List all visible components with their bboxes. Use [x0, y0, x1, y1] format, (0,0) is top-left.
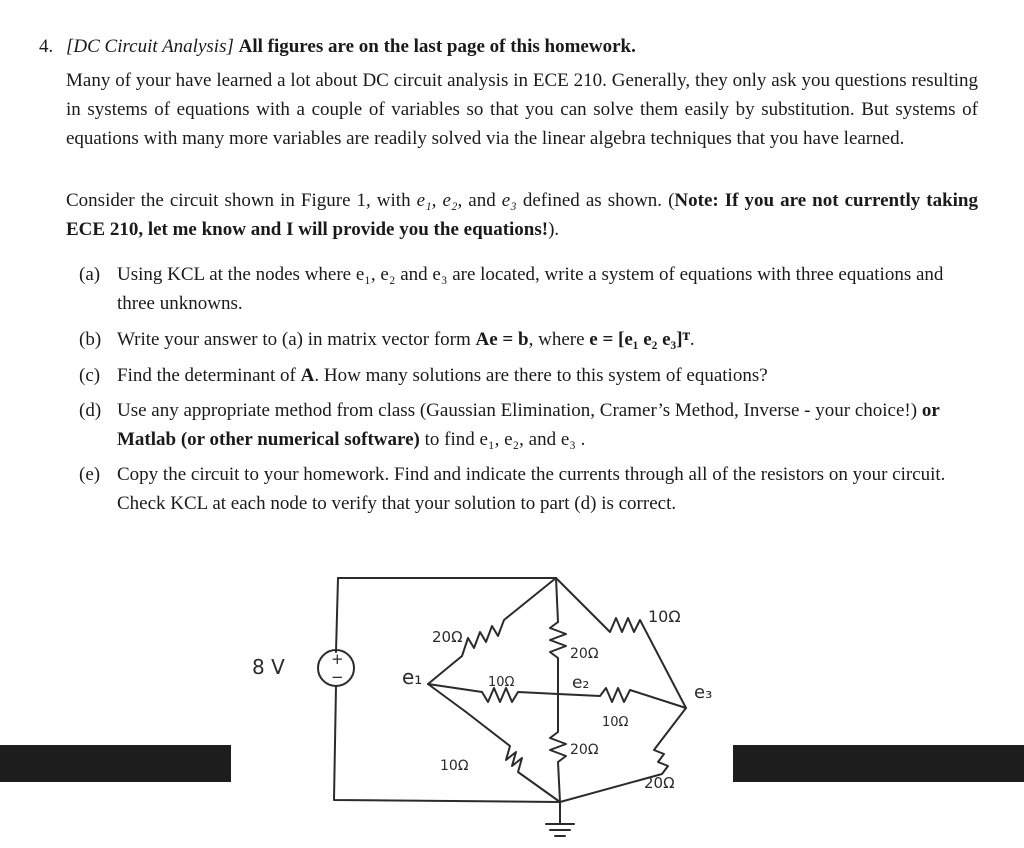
p2-var-e3: e₃: [501, 190, 517, 211]
part-e-label: (e): [79, 464, 101, 485]
part-b-vector: e = [e₁ e₂ e₃]ᵀ: [589, 329, 690, 350]
part-c-matrix: A: [300, 365, 315, 386]
circuit-figure: [230, 562, 750, 848]
part-e-text: Copy the circuit to your homework. Find and indicate the currents through all of the resistors on your circuit. Check KCL at each node to verify that your solution to part (d) is correct.: [117, 464, 946, 514]
question-heading: [66, 36, 636, 58]
part-b-text: [117, 325, 977, 354]
label-r-e3-gnd: 20Ω: [644, 774, 675, 792]
part-d-pre: Use any appropriate method from class (Gaussian Elimination, Cramer’s Method, Inverse - your choice!): [117, 400, 918, 421]
resistor-e1-gnd: [466, 712, 560, 802]
resistor-e1-top: [462, 578, 556, 656]
p2-and: and: [468, 190, 496, 211]
resistor-top-e2: [550, 622, 566, 694]
p2-var-e2: e₂,: [442, 190, 463, 211]
black-bar-right: [733, 745, 1024, 782]
part-b-pre: Write your answer to (a) in matrix vector form: [117, 329, 471, 350]
resistor-e2-gnd: [550, 694, 566, 802]
p2-mid: defined as shown. (: [522, 190, 675, 211]
question-number: 4.: [39, 36, 54, 57]
question-topic: [DC Circuit Analysis]: [66, 36, 234, 57]
question-heading-bold: All figures are on the last page of this homework.: [238, 36, 636, 57]
label-r-top-e3: 10Ω: [648, 607, 681, 626]
circuit-paragraph: [66, 186, 978, 244]
wire-center-upper: [556, 578, 558, 622]
wire-left-upper: [336, 578, 338, 652]
wire-e1-top: [428, 656, 462, 684]
label-r-top-e2: 20Ω: [570, 646, 599, 662]
label-r-e2-gnd: 20Ω: [570, 742, 599, 758]
part-c-label: (c): [79, 365, 101, 386]
part-c-post: . How many solutions are there to this system of equations?: [314, 365, 768, 386]
source-plus: +: [331, 650, 344, 668]
wire-left-lower: [334, 686, 560, 802]
p2-lead: Consider the circuit shown in Figure 1, with: [66, 190, 411, 211]
intro-paragraph: Many of your have learned a lot about DC circuit analysis in ECE 210. Generally, they only ask you questions resulting in systems of equations with a couple of variables so that you can solve them easily by substitution. But systems of equations with many more variables are readily solved via the linear algebra techniques that you have learned.: [66, 70, 978, 149]
p2-end: ).: [548, 219, 560, 240]
label-r-e1-e2: 10Ω: [488, 675, 515, 690]
part-a-text: Using KCL at the nodes where e₁, e₂ and e₃ are located, write a system of equations with three equations and three unknowns.: [117, 264, 944, 314]
black-bar-left: [0, 745, 231, 782]
part-b-label: (b): [79, 329, 102, 350]
part-b-end: .: [689, 329, 695, 350]
source-label: 8 V: [252, 655, 285, 679]
label-r-e1-gnd: 10Ω: [440, 758, 469, 774]
part-b-equation: Ae = b: [475, 329, 529, 350]
node-e1-label: e₁: [402, 665, 423, 689]
source-minus: −: [331, 668, 344, 686]
part-c-pre: Find the determinant of: [117, 365, 296, 386]
part-d-text: [117, 396, 977, 454]
part-b-mid: , where: [528, 329, 585, 350]
part-c-text: [117, 361, 977, 390]
part-d-post: to find e₁, e₂, and e₃ .: [424, 429, 586, 450]
p2-var-e1: e₁,: [416, 190, 437, 211]
p2-note: Note: If you are not currently taking ECE 210, let me know and I will provide you the equations!: [66, 190, 978, 240]
label-r-e2-e3: 10Ω: [602, 715, 629, 730]
resistor-e1-e2: [482, 688, 558, 702]
part-d-label: (d): [79, 400, 102, 421]
part-a-label: (a): [79, 264, 101, 285]
part-d-bold: or Matlab (or other numerical software): [117, 400, 940, 450]
label-r-e1-top: 20Ω: [432, 628, 463, 646]
node-e3-label: e₃: [694, 682, 713, 703]
ground-icon: [546, 824, 574, 836]
node-e2-label: e₂: [572, 673, 590, 693]
